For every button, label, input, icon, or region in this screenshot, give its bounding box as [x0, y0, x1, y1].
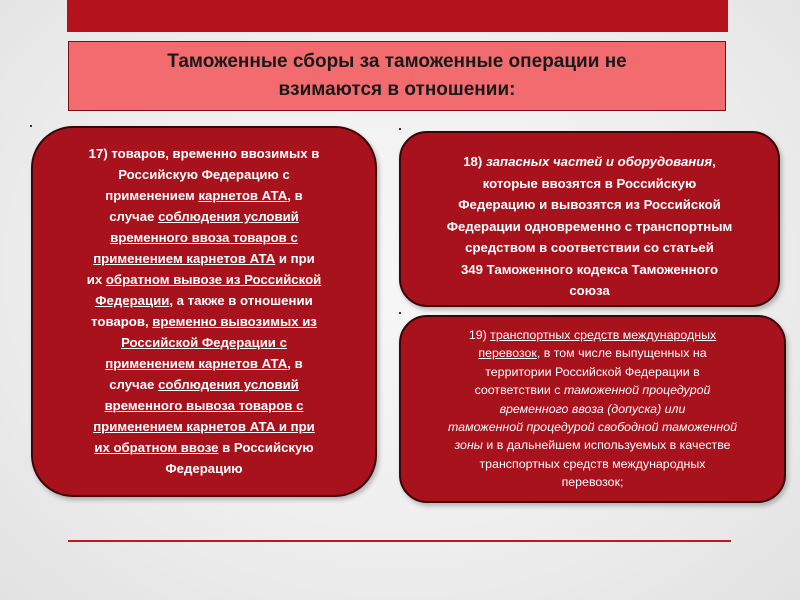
text-run: случае	[109, 209, 159, 224]
text-run: , в том числе выпущенных на	[536, 346, 707, 361]
card-item-19	[399, 315, 786, 503]
text-run: таможенной процедурой	[563, 383, 711, 398]
text-run: 17) товаров, временно ввозимых в	[88, 146, 320, 161]
text-run: и в дальнейшем используемых в качестве	[482, 438, 731, 453]
text-run: временно вывозимых из	[152, 314, 317, 329]
title-box	[68, 41, 726, 111]
text-run: применением карнетов АТА и при	[93, 419, 315, 434]
text-run: перевозок	[478, 346, 537, 361]
text-run: , в	[287, 356, 303, 371]
text-run: таможенной процедурой свободной таможенной	[448, 420, 737, 435]
card-19-text	[411, 326, 774, 492]
text-run: перевозок;	[561, 475, 624, 490]
top-banner	[67, 0, 728, 32]
bullet-dot	[30, 125, 32, 127]
text-run: соблюдения условий	[158, 209, 299, 224]
text-run: и при	[275, 251, 315, 266]
text-run: транспортных средств международных	[490, 328, 717, 342]
text-run: зоны	[454, 438, 483, 453]
text-run: 349 Таможенного кодекса Таможенного	[460, 261, 719, 277]
text-run: которые ввозятся в Российскую	[482, 175, 697, 191]
text-run: транспортных средств международных	[479, 456, 706, 471]
text-run: средством в соответствии со статьей	[465, 240, 714, 255]
text-run: соблюдения условий	[158, 377, 299, 392]
text-run: , а также в отношении	[169, 293, 313, 308]
text-run: их	[86, 272, 106, 287]
text-run: Российскую Федерацию с	[118, 167, 290, 182]
text-run: соответствии с	[474, 383, 564, 398]
bottom-divider	[68, 540, 731, 542]
text-run: , в	[287, 188, 303, 203]
card-17-text	[51, 143, 357, 479]
text-run: Федерации одновременно с транспортным	[446, 218, 733, 234]
text-run: обратном вывозе из Российской	[105, 272, 322, 287]
text-run: запасных частей и оборудования	[485, 154, 713, 169]
text-run: Федерацию	[165, 461, 243, 476]
text-run: союза	[569, 283, 610, 298]
text-run: товаров,	[91, 314, 153, 329]
text-run: 19)	[468, 328, 491, 342]
text-run: Федерации	[95, 293, 170, 308]
text-run: в Российскую	[218, 440, 314, 455]
text-run: временного ввоза товаров с	[110, 230, 298, 245]
text-run: карнетов АТА	[198, 188, 288, 203]
bullet-dot	[399, 312, 401, 314]
card-item-17	[31, 126, 377, 497]
text-run: временного ввоза (допуска) или	[499, 401, 686, 416]
card-18-text	[415, 151, 764, 302]
text-run: случае	[109, 377, 159, 392]
text-run: территории Российской Федерации в	[485, 364, 700, 379]
text-run: ,	[712, 154, 716, 169]
text-run: Федерацию и вывозятся из Российской	[458, 197, 721, 212]
text-run: применением карнетов АТА	[105, 356, 288, 371]
text-run: их обратном ввозе	[94, 440, 219, 455]
text-run: применением	[105, 188, 199, 203]
card-item-18	[399, 131, 780, 307]
text-run: 18)	[463, 154, 486, 169]
text-run: Российской Федерации с	[121, 335, 287, 350]
text-run: применением карнетов АТА	[93, 251, 276, 266]
bullet-dot	[399, 128, 401, 130]
text-run: временного вывоза товаров с	[104, 398, 304, 413]
page-title: Таможенные сборы за таможенные операции не взимаются в отношении:	[167, 51, 627, 100]
